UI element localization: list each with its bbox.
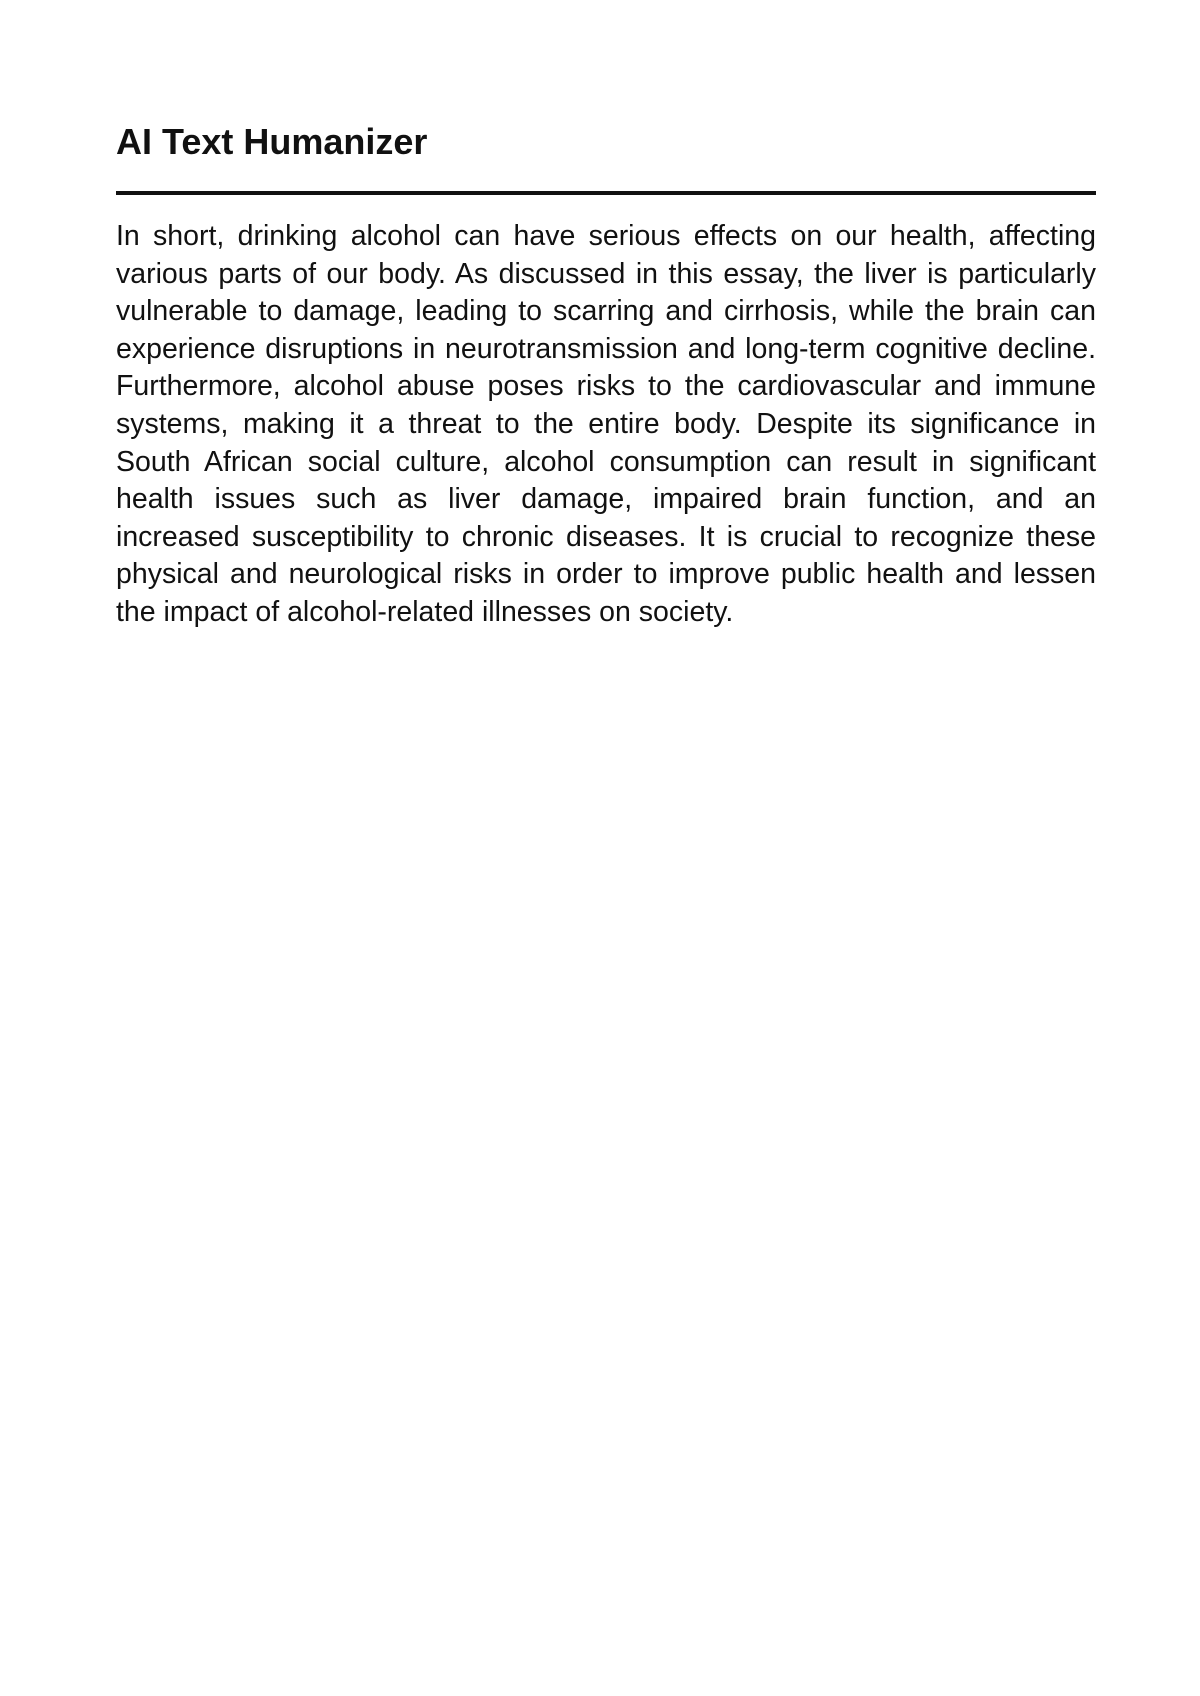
title-divider xyxy=(116,191,1096,195)
body-paragraph: In short, drinking alcohol can have serious effects on our health, affecting various parts of our body. As discussed in this essay, the liver is particularly vulnerable to damage, leading to scarring and cirrhosis, while the brain can experience disruptions in neurotransmission and long-term cognitive decline. Furthermore, alcohol abuse poses risks to the cardiovascular and immune systems, making it a threat to the entire body. Despite its significance in South African social culture, alcohol consumption can result in significant health issues such as liver damage, impaired brain function, and an increased susceptibility to chronic diseases. It is crucial to recognize these physical and neurological risks in order to improve public health and lessen the impact of alcohol-related illnesses on society. xyxy=(116,220,1096,628)
page-title: AI Text Humanizer xyxy=(116,121,428,162)
